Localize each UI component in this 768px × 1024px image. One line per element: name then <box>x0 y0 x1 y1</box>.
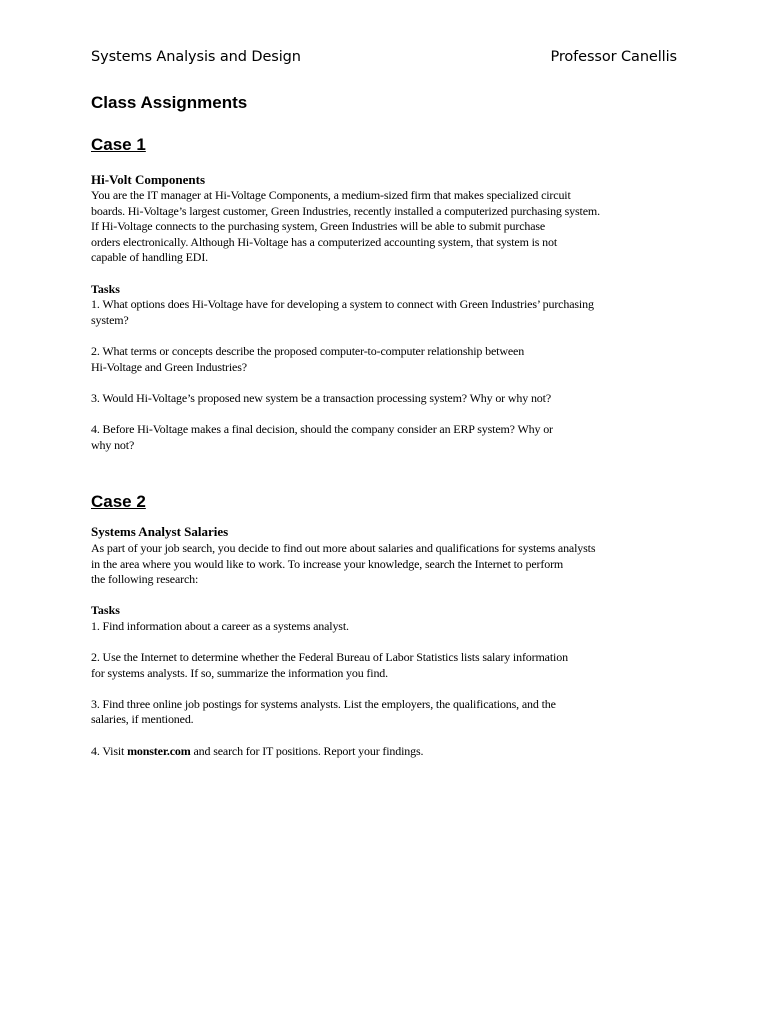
course-name: Systems Analysis and Design <box>91 49 301 65</box>
case1-heading: Case 1 <box>91 135 146 154</box>
monster-link-text: monster.com <box>127 744 191 758</box>
case1-intro-line: orders electronically. Although Hi-Voltage has a computerized accounting system, that system is not <box>91 235 558 249</box>
case1-tasks-label: Tasks <box>91 282 120 296</box>
case2-task-3-cont: salaries, if mentioned. <box>91 712 194 726</box>
case1-intro-line: capable of handling EDI. <box>91 250 209 264</box>
case2-tasks-label: Tasks <box>91 603 120 617</box>
professor-name: Professor Canellis <box>550 49 677 65</box>
case1-task-4-cont: why not? <box>91 438 135 452</box>
page-title: Class Assignments <box>91 93 248 112</box>
case2-intro-line: the following research: <box>91 572 199 586</box>
case2-heading: Case 2 <box>91 492 146 511</box>
case2-task-4 <box>91 744 423 759</box>
case1-task-2: 2. What terms or concepts describe the proposed computer-to-computer relationship between <box>91 344 525 358</box>
case1-intro-line: boards. Hi-Voltage’s largest customer, Green Industries, recently installed a computerized purchasing system. <box>91 204 600 218</box>
case2-task-1: 1. Find information about a career as a systems analyst. <box>91 619 349 633</box>
case2-task-4-suffix: and search for IT positions. Report your findings. <box>190 744 424 758</box>
case2-task-3: 3. Find three online job postings for systems analysts. List the employers, the qualifications, and the <box>91 697 556 711</box>
case2-intro-line: in the area where you would like to work. To increase your knowledge, search the Internet to perform <box>91 557 564 571</box>
case1-task-1: 1. What options does Hi-Voltage have for developing a system to connect with Green Industries’ purchasing <box>91 297 594 311</box>
case1-task-4: 4. Before Hi-Voltage makes a final decision, should the company consider an ERP system? Why or <box>91 422 553 436</box>
case2-task-4-prefix: 4. Visit <box>91 744 128 758</box>
case1-task-3: 3. Would Hi-Voltage’s proposed new system be a transaction processing system? Why or why not? <box>91 391 552 405</box>
case1-subheading: Hi-Volt Components <box>91 172 206 187</box>
case1-intro-line: If Hi-Voltage connects to the purchasing system, Green Industries will be able to submit purchase <box>91 219 546 233</box>
case2-subheading: Systems Analyst Salaries <box>91 524 229 539</box>
case2-intro-line: As part of your job search, you decide to find out more about salaries and qualifications for systems analysts <box>91 541 596 555</box>
case2-task-2: 2. Use the Internet to determine whether the Federal Bureau of Labor Statistics lists salary information <box>91 650 568 664</box>
case2-task-2-cont: for systems analysts. If so, summarize the information you find. <box>91 666 389 680</box>
case1-intro-line: You are the IT manager at Hi-Voltage Components, a medium-sized firm that makes specialized circuit <box>91 188 571 202</box>
case1-task-1-cont: system? <box>91 313 129 327</box>
case1-task-2-cont: Hi-Voltage and Green Industries? <box>91 360 247 374</box>
